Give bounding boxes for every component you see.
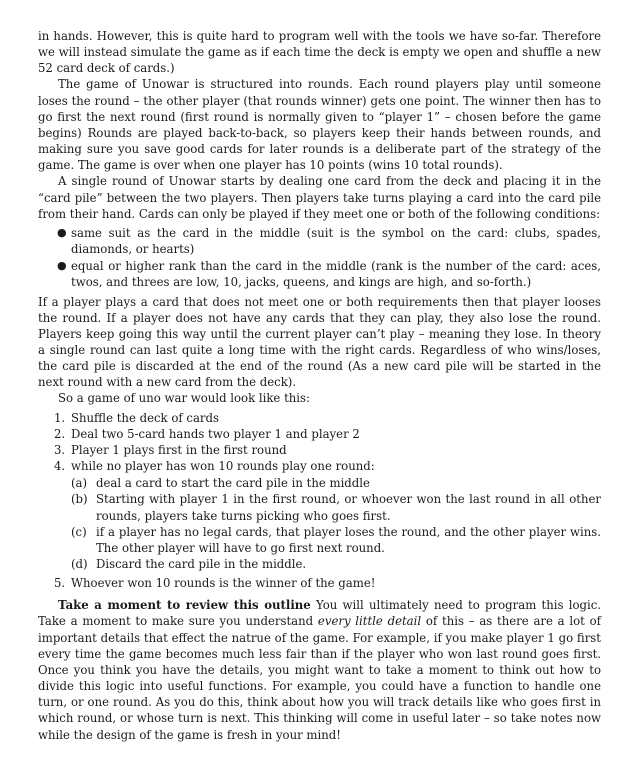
game-steps-list: [38, 410, 601, 592]
list-item: [71, 556, 601, 572]
step-text: Player 1 plays first in the first round: [71, 442, 287, 457]
step-number: 4.: [54, 459, 66, 474]
list-item: [54, 410, 601, 426]
step-number: 5.: [54, 576, 66, 591]
step-number: 1.: [54, 410, 66, 425]
conditions-list: [38, 225, 601, 291]
step-number: 3.: [54, 442, 66, 457]
step-number: 2.: [54, 426, 66, 441]
list-item: [54, 458, 601, 572]
list-item: [71, 491, 601, 523]
list-item: [54, 575, 601, 591]
paragraph-intro-tail: in hands. However, this is quite hard to program well with the tools we have so-far. Therefore we will instead simulate the game as if each time the deck is empty we open and shuffle a new 52 card deck of cards.): [38, 29, 601, 76]
review-text-part1: You will ultimately need to program this logic. Take a moment to make sure you understand: [38, 598, 602, 629]
list-item: [57, 225, 601, 257]
paragraph-review: [38, 597, 601, 742]
review-text-part2: of this – as there are a lot of important details that effect the natrue of the game. For example, if you make player 1 go first every time the game becomes much less fair than if the player who won last round goes first. Once you think you have the details, you might want to take a moment to think out how to divide this logic into useful functions. For example, you could have a function to handle one turn, or one round. As you do this, think about how you will track details like who goes first in which round, or whose turn is next. This thinking will come in useful later – so take notes now while the design of the game is fresh in your mind!: [38, 614, 601, 742]
paragraph-losing: If a player plays a card that does not meet one or both requirements then that player looses the round. If a player does not have any cards that they can play, they also lose the round. Players keep going this way until the current player can’t play – meaning they lose. In theory a single round can last quite a long time with the right cards. Regardless of who wins/loses, the card pile is discarded at the end of the round (As a new card pile will be started in the next round with a new card from the deck).: [38, 294, 601, 390]
paragraph-rounds: The game of Unowar is structured into rounds. Each round players play until someone loses the round – the other player (that rounds winner) gets one point. The winner then has to go first the next round (first round is normally given to “player 1” – chosen before the game begins) Rounds are played back-to-back, so players keep their hands between rounds, and making sure you save good cards for later rounds is a deliberate part of the strategy of the game. The game is over when one player has 10 points (wins 10 total rounds).: [38, 77, 601, 173]
substep-label: (a): [71, 476, 88, 491]
step-text: Whoever won 10 rounds is the winner of the game!: [71, 576, 376, 591]
list-item: [54, 442, 601, 458]
step-text: Shuffle the deck of cards: [71, 410, 219, 425]
list-item: [54, 426, 601, 442]
step-text: while no player has won 10 rounds play one round:: [71, 459, 375, 474]
paragraph-example-intro: So a game of uno war would look like this:: [58, 391, 310, 406]
bullet-icon: ●: [57, 225, 67, 239]
condition-text: same suit as the card in the middle (suit is the symbol on the card: clubs, spades, diamonds, or hearts): [71, 225, 601, 257]
review-heading: Take a moment to review this outline: [58, 598, 311, 613]
document-page: [38, 28, 601, 743]
paragraph-single-round: A single round of Unowar starts by dealing one card from the deck and placing it in the “card pile” between the two players. Then players take turns playing a card into the card pile from their hand. Cards can only be played if they meet one or both of the following conditions:: [38, 174, 601, 221]
substep-text: deal a card to start the card pile in the middle: [96, 476, 370, 491]
substep-text: Discard the card pile in the middle.: [96, 557, 307, 571]
list-item: [57, 258, 601, 290]
substep-label: (d): [71, 557, 88, 571]
step-text: Deal two 5-card hands two player 1 and player 2: [71, 426, 360, 441]
substep-label: (c): [71, 524, 87, 539]
list-item: [71, 524, 601, 556]
condition-text: equal or higher rank than the card in the middle (rank is the number of the card: aces, twos, and threes are low, 10, jacks, queens, and kings are high, and so-forth.): [71, 259, 601, 290]
review-emphasis: every little detail: [317, 614, 422, 629]
round-substeps-list: [71, 475, 601, 572]
substep-text: Starting with player 1 in the first round, or whoever won the last round in all other rounds, players take turns picking who goes first.: [96, 492, 601, 523]
list-item: [71, 475, 601, 491]
substep-label: (b): [71, 492, 88, 507]
bullet-icon: ●: [57, 259, 67, 273]
substep-text: if a player has no legal cards, that player loses the round, and the other player wins. The other player will have to go first next round.: [96, 524, 601, 555]
